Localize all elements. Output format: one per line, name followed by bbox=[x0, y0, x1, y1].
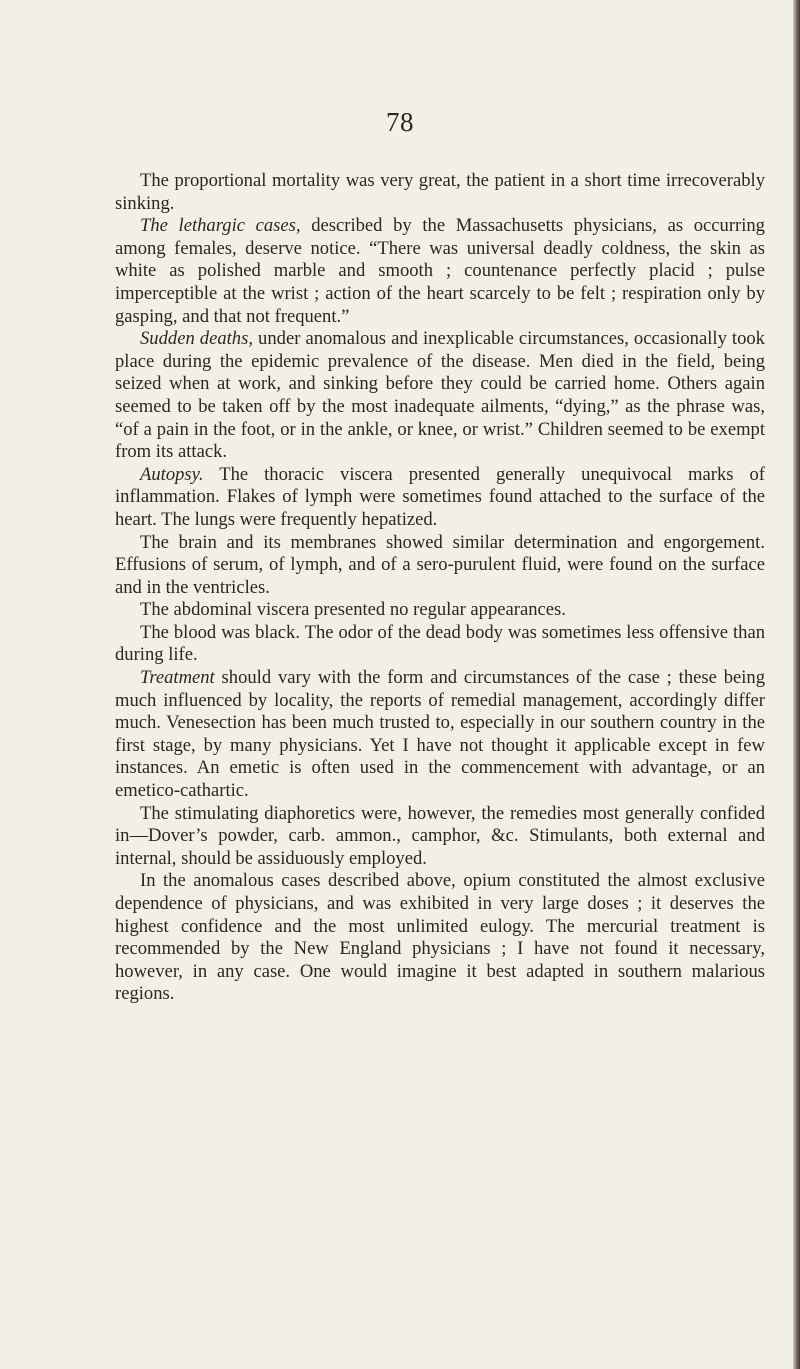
paragraph-sudden-deaths bbox=[115, 328, 765, 464]
paragraph-text: The blood was black. The odor of the dead body was sometimes less offensive than during life. bbox=[115, 621, 765, 666]
paragraph-text: The abdominal viscera presented no regular appearances. bbox=[140, 599, 566, 621]
paragraph-mortality bbox=[115, 170, 765, 215]
body-text bbox=[115, 170, 765, 1006]
paragraph-lead: Sudden deaths, bbox=[140, 328, 253, 350]
paragraph-diaphoretics bbox=[115, 803, 765, 871]
paragraph-lethargic-cases bbox=[115, 215, 765, 328]
paragraph-text: The proportional mortality was very great, the patient in a short time irrecoverably sinking. bbox=[115, 170, 765, 214]
paragraph-text: described by the Massachusetts physicians, as occurring among females, deserve notice. “There was universal deadly coldness, the skin as white as polished marble and smooth ; countenance perfectly placid ; pulse imperceptible at the wrist ; action of the heart scarcely to be felt ; respiration only by gasping, and that not frequent.” bbox=[115, 215, 765, 327]
paragraph-text: The stimulating diaphoretics were, however, the remedies most generally confided in—Dover’s powder, carb. ammon., camphor, &c. Stimulants, both external and internal, should be assiduously employed. bbox=[115, 802, 765, 869]
paragraph-treatment bbox=[115, 667, 765, 803]
page-edge-shadow bbox=[793, 0, 800, 1369]
paragraph-text: The thoracic viscera presented generally unequivocal marks of inflammation. Flakes of lymph were sometimes found attached to the surface of the heart. The lungs were frequently hepatized. bbox=[115, 463, 765, 530]
paragraph-lead: Autopsy. bbox=[140, 463, 204, 485]
page-number: 78 bbox=[386, 107, 414, 137]
paragraph-text: The brain and its membranes showed similar determination and engorgement. Effusions of serum, of lymph, and of a sero-purulent fluid, were found on the surface and in the ventricles. bbox=[115, 531, 765, 598]
paragraph-anomalous-cases bbox=[115, 870, 765, 1006]
paragraph-blood bbox=[115, 622, 765, 667]
paragraph-text: should vary with the form and circumstances of the case ; these being much influenced by locality, the reports of remedial management, accordingly differ much. Venesection has been much trusted to, especially in our southern country in the first stage, by many physicians. Yet I have not thought it applicable except in few instances. An emetic is often used in the commencement with advantage, or an emetico-cathartic. bbox=[115, 667, 765, 802]
paragraph-lead: The lethargic cases, bbox=[140, 215, 301, 237]
paragraph-lead: Treatment bbox=[140, 667, 215, 689]
paragraph-autopsy bbox=[115, 464, 765, 532]
paragraph-brain bbox=[115, 532, 765, 600]
paragraph-text: under anomalous and inexplicable circumstances, occasionally took place during the epidemic prevalence of the disease. Men died in the field, being seized when at work, and sinking before they could be carried home. Others again seemed to be taken off by the most inadequate ailments, “dying,” as the phrase was, “of a pain in the foot, or in the ankle, or knee, or wrist.” Children seemed to be exempt from its attack. bbox=[115, 328, 765, 463]
paragraph-text: In the anomalous cases described above, opium constituted the almost exclusive dependence of physicians, and was exhibited in very large doses ; it deserves the highest confidence and the most unlimited eulogy. The mercurial treatment is recommended by the New England physicians ; I have not found it necessary, however, in any case. One would imagine it best adapted in southern malarious regions. bbox=[115, 870, 765, 1005]
paragraph-abdominal bbox=[115, 599, 765, 622]
